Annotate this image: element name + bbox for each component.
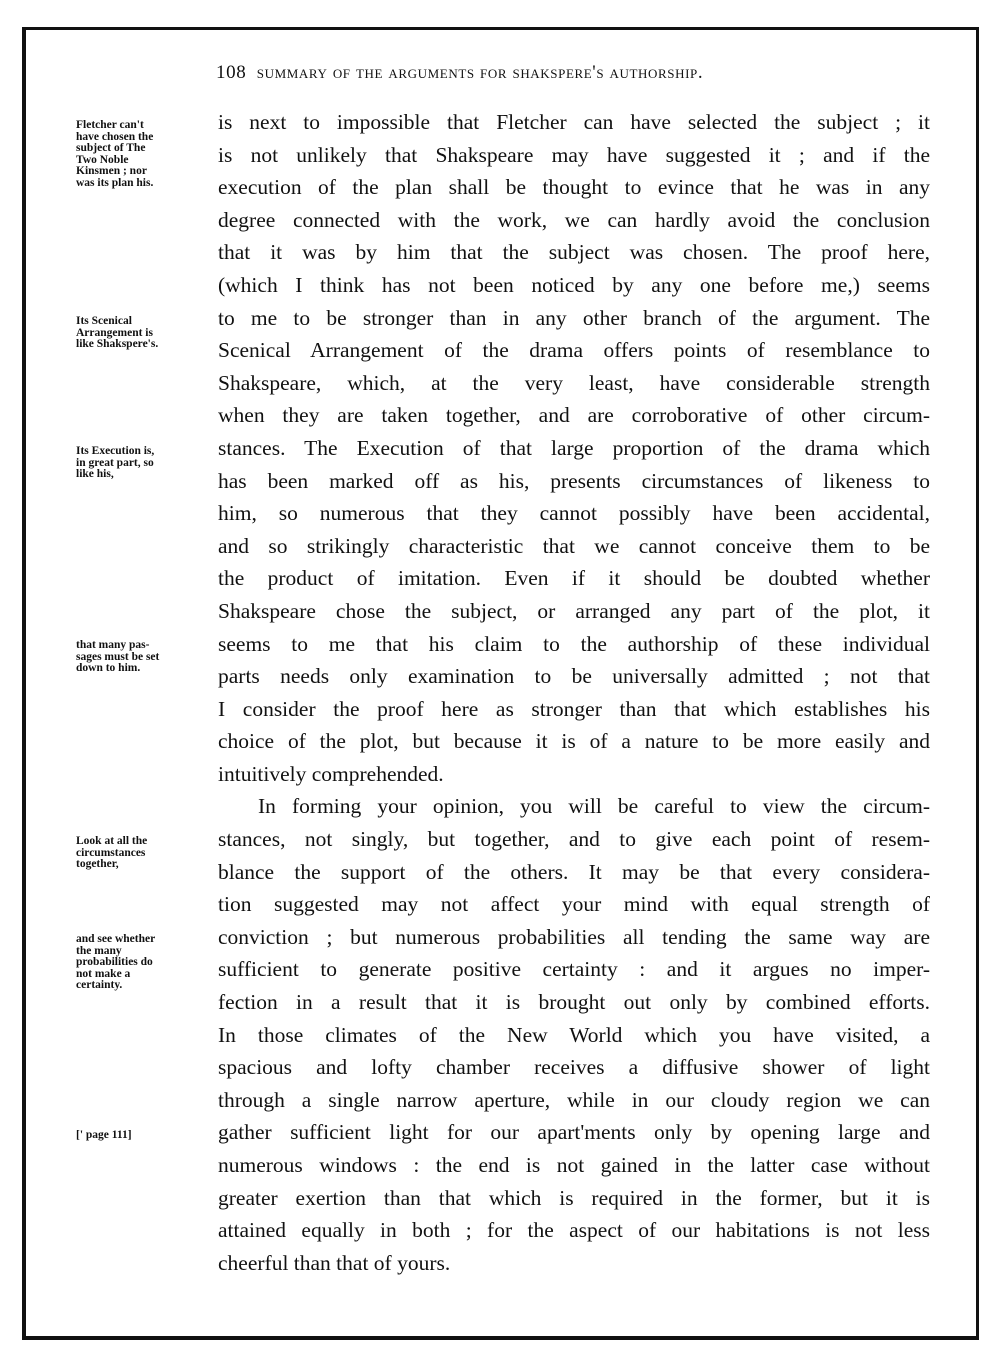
body-line: stances, not singly, but together, and to give each point of resem- xyxy=(218,827,930,852)
body-line: to me to be stronger than in any other branch of the argument. The xyxy=(218,305,930,330)
margin-note-line: Arrangement is xyxy=(76,326,153,339)
margin-note xyxy=(76,120,204,189)
margin-note xyxy=(76,1130,204,1142)
body-text xyxy=(218,106,930,1279)
body-line: greater exertion than that which is required in the former, but it is xyxy=(218,1185,930,1210)
body-line: is next to impossible that Fletcher can have selected the subject ; it xyxy=(218,110,930,134)
running-head xyxy=(216,62,936,84)
body-line: (which I think has not been noticed by any one before me,) seems xyxy=(218,272,930,297)
margin-note-line: probabilities do xyxy=(76,956,153,968)
margin-note-line: Two Noble xyxy=(76,153,129,166)
margin-note xyxy=(76,934,204,992)
margin-note xyxy=(76,316,204,351)
body-line: sufficient to generate positive certainty : and it argues no imper- xyxy=(218,957,930,982)
body-line: attained equally in both ; for the aspect of our habitations is not less xyxy=(218,1218,930,1243)
body-line: tion suggested may not affect your mind with equal strength of xyxy=(218,892,930,917)
body-line: cheerful than that of yours. xyxy=(218,1250,451,1275)
body-line: In those climates of the New World which you have visited, a xyxy=(218,1022,930,1047)
body-line: spacious and lofty chamber receives a diffusive shower of light xyxy=(218,1055,930,1080)
margin-note-line: not make a xyxy=(76,967,131,980)
body-line: degree connected with the work, we can hardly avoid the conclusion xyxy=(218,207,930,232)
body-line: In forming your opinion, you will be careful to view the circum- xyxy=(258,794,930,819)
body-line: that it was by him that the subject was chosen. The proof here, xyxy=(218,240,930,265)
body-line: seems to me that his claim to the authorship of these individual xyxy=(218,631,930,656)
margin-note-line: that many pas- xyxy=(76,639,150,651)
body-line: when they are taken together, and are corroborative of other circum- xyxy=(218,403,930,428)
margin-note xyxy=(76,640,204,675)
margin-note xyxy=(76,836,204,871)
body-line: numerous windows : the end is not gained in the latter case without xyxy=(218,1153,930,1177)
margin-note-line: like Shakspere's. xyxy=(76,338,159,350)
margin-note-line: sages must be set xyxy=(76,650,160,663)
body-line: and so strikingly characteristic that we cannot conceive them to be xyxy=(218,533,930,558)
margin-note-line: [' page 111] xyxy=(76,1129,132,1141)
body-line: I consider the proof here as stronger than that which establishes his xyxy=(218,696,930,721)
margin-note-line: the many xyxy=(76,944,122,957)
body-line: has been marked off as his, presents circumstances of likeness to xyxy=(218,468,930,493)
margin-note-line: in great part, so xyxy=(76,456,154,469)
margin-note-line: certainty. xyxy=(76,979,123,991)
body-line: Shakspeare, which, at the very least, have considerable strength xyxy=(218,370,930,395)
body-line: through a single narrow aperture, while in our cloudy region we can xyxy=(218,1087,930,1112)
margin-note-line: Its Scenical xyxy=(76,315,132,327)
body-line: choice of the plot, but because it is of a nature to be more easily and xyxy=(218,729,930,754)
running-title: summary of the arguments for shakspere's authorship. xyxy=(256,62,704,83)
margin-note xyxy=(76,446,204,481)
body-line: Shakspeare chose the subject, or arranged any part of the plot, it xyxy=(218,598,930,623)
body-line: the product of imitation. Even if it should be doubted whether xyxy=(218,566,930,591)
margin-note-line: Look at all the xyxy=(76,835,148,847)
margin-note-line: Fletcher can't xyxy=(76,119,144,131)
page-number: 108 xyxy=(216,62,247,83)
margin-note-line: was its plan his. xyxy=(76,176,154,189)
margin-note-line: like his, xyxy=(76,468,114,480)
margin-note-line: circumstances xyxy=(76,846,146,859)
body-line: parts needs only examination to be universally admitted ; not that xyxy=(218,664,930,689)
body-line: Scenical Arrangement of the drama offers points of resemblance to xyxy=(218,338,930,363)
body-line: conviction ; but numerous probabilities all tending the same way are xyxy=(218,924,930,949)
body-line: intuitively comprehended. xyxy=(218,761,444,786)
body-line: is not unlikely that Shakspeare may have suggested it ; and if the xyxy=(218,142,930,167)
body-line: execution of the plan shall be thought to evince that he was in any xyxy=(218,175,930,200)
margin-note-line: together, xyxy=(76,858,119,870)
margin-note-line: Kinsmen ; nor xyxy=(76,165,147,177)
margin-note-line: have chosen the xyxy=(76,130,154,143)
body-line: gather sufficient light for our apart'ments only by opening large and xyxy=(218,1120,930,1145)
margin-note-line: subject of The xyxy=(76,142,146,154)
margin-note-line: down to him. xyxy=(76,662,141,674)
body-line: fection in a result that it is brought out only by combined efforts. xyxy=(218,990,930,1015)
body-line: blance the support of the others. It may be that every considera- xyxy=(218,859,930,884)
body-line: him, so numerous that they cannot possibly have been accidental, xyxy=(218,501,930,526)
body-line: stances. The Execution of that large proportion of the drama which xyxy=(218,435,930,460)
margin-note-line: and see whether xyxy=(76,933,156,945)
margin-note-line: Its Execution is, xyxy=(76,445,155,457)
